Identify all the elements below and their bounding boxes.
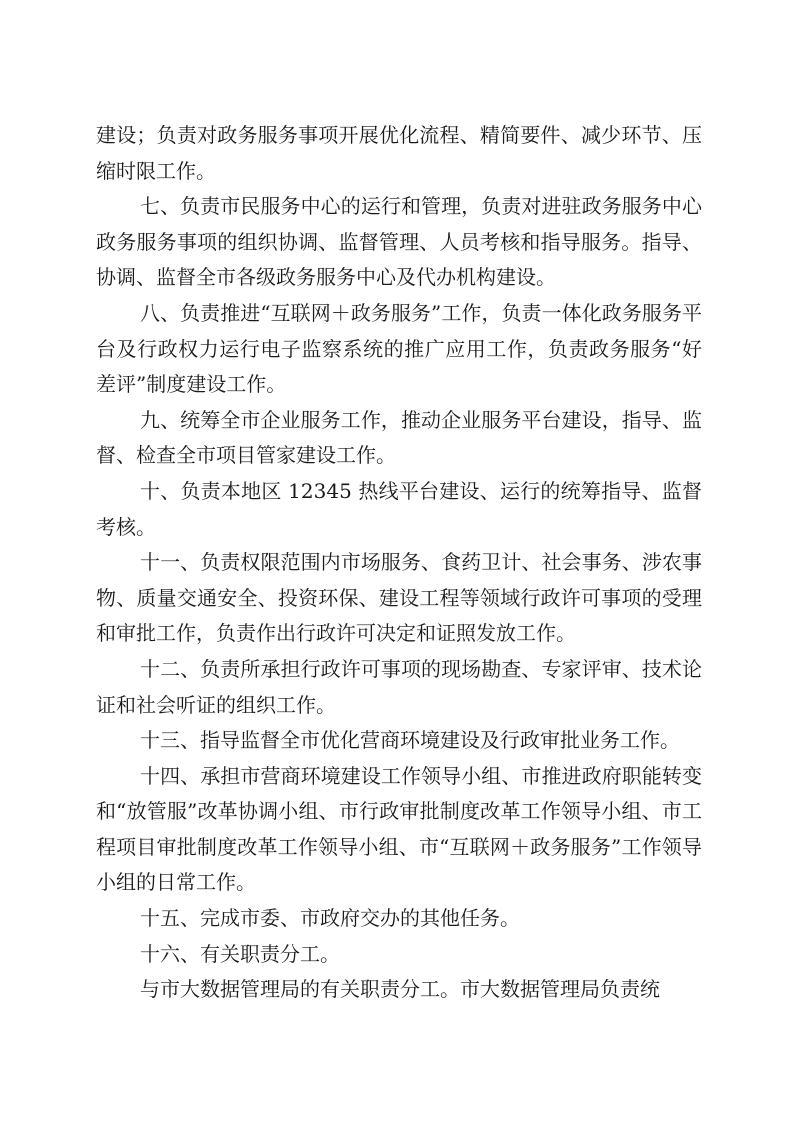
paragraph-item-16: 十六、有关职责分工。 (140, 941, 340, 966)
paragraph-item-8: 八、负责推进“互联网＋政务服务”工作，负责一体化政务服务平台及行政权力运行电子监察系统的推广应用工作，负责政务服务“好差评”制度建设工作。 (96, 300, 702, 397)
document-body (96, 118, 702, 1008)
paragraph-item-12: 十二、负责所承担行政许可事项的现场勘查、专家评审、技术论证和社会听证的组织工作。 (96, 656, 702, 717)
paragraph-continuation: 建设；负责对政务服务事项开展优化流程、精简要件、减少环节、压缩时限工作。 (96, 123, 702, 183)
paragraph-item-13: 十三、指导监督全市优化营商环境建设及行政审批业务工作。 (140, 728, 680, 753)
paragraph-division-of-duties: 与市大数据管理局的有关职责分工。市大数据管理局负责统 (140, 977, 660, 1002)
paragraph-item-14: 十四、承担市营商环境建设工作领导小组、市推进政府职能转变和“放管服”改革协调小组、市行政审批制度改革工作领导小组、市工程项目审批制度改革工作领导小组、市“互联网＋政务服务”工作领导小组的日常工作。 (96, 763, 702, 895)
paragraph-item-7: 七、负责市民服务中心的运行和管理，负责对进驻政务服务中心政务服务事项的组织协调、监督管理、人员考核和指导服务。指导、协调、监督全市各级政务服务中心及代办机构建设。 (96, 194, 702, 290)
paragraph-item-11: 十一、负责权限范围内市场服务、食药卫计、社会事务、涉农事物、质量交通安全、投资环保、建设工程等领域行政许可事项的受理和审批工作，负责作出行政许可决定和证照发放工作。 (96, 550, 702, 646)
paragraph-item-15: 十五、完成市委、市政府交办的其他任务。 (140, 906, 520, 931)
paragraph-item-10: 十、负责本地区 12345 热线平台建设、运行的统筹指导、监督考核。 (96, 478, 702, 539)
paragraph-item-9: 九、统筹全市企业服务工作，推动企业服务平台建设，指导、监督、检查全市项目管家建设工作。 (96, 407, 702, 468)
